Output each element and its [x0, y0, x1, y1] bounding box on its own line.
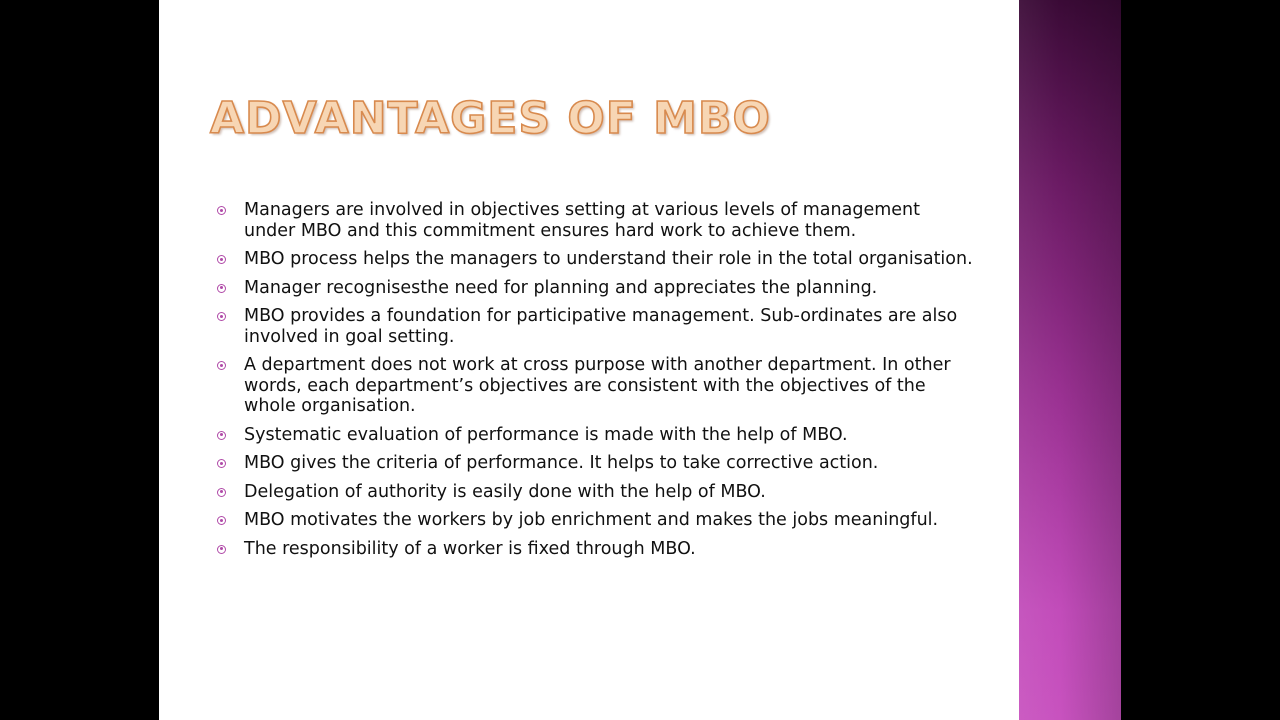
bullet-item [214, 355, 974, 417]
bullet-text: Manager recognisesthe need for planning and appreciates the planning. [244, 277, 878, 298]
bullet-text: Systematic evaluation of performance is made with the help of MBO. [244, 424, 848, 445]
decorative-side-band [1019, 0, 1121, 720]
bullet-item [214, 249, 974, 270]
circle-bullet-icon [217, 284, 226, 293]
circle-bullet-icon [217, 206, 226, 215]
bullet-item [214, 453, 974, 474]
circle-bullet-icon [217, 488, 226, 497]
presentation-slide [159, 0, 1121, 720]
circle-bullet-icon [217, 312, 226, 321]
bullet-item [214, 510, 974, 531]
bullet-text: MBO gives the criteria of performance. It helps to take corrective action. [244, 453, 879, 473]
bullet-item [214, 200, 974, 241]
bullet-text: MBO motivates the workers by job enrichment and makes the jobs meaningful. [244, 510, 939, 530]
slide-title: ADVANTAGES OF MBO [210, 93, 771, 144]
bullet-text: MBO provides a foundation for participative management. Sub-ordinates are also involved in goal setting. [244, 306, 958, 347]
bullet-item [214, 306, 974, 347]
circle-bullet-icon [217, 545, 226, 554]
bullet-list [214, 200, 974, 567]
circle-bullet-icon [217, 361, 226, 370]
bullet-item [214, 425, 974, 446]
circle-bullet-icon [217, 255, 226, 264]
bullet-text: MBO process helps the managers to understand their role in the total organisation. [244, 249, 973, 269]
bullet-item [214, 482, 974, 503]
circle-bullet-icon [217, 516, 226, 525]
bullet-text: A department does not work at cross purpose with another department. In other words, each department’s objectives are consistent with the objectives of the whole organisation. [244, 355, 951, 416]
bullet-text: The responsibility of a worker is fixed through MBO. [244, 538, 696, 559]
bullet-text: Managers are involved in objectives setting at various levels of management under MBO and this commitment ensures hard work to achieve them. [244, 200, 920, 241]
bullet-item [214, 278, 974, 299]
bullet-item [214, 539, 974, 560]
circle-bullet-icon [217, 459, 226, 468]
bullet-text: Delegation of authority is easily done with the help of MBO. [244, 481, 766, 502]
circle-bullet-icon [217, 431, 226, 440]
